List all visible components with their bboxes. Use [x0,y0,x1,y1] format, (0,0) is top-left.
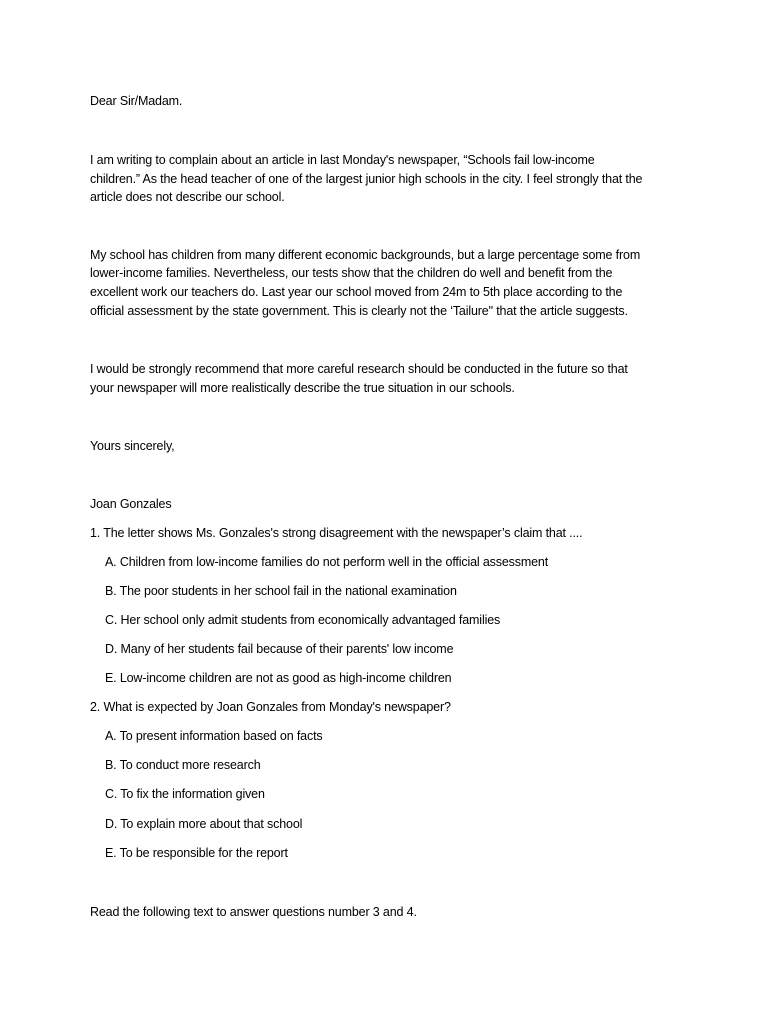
paragraph-2-line-1: My school has children from many different economic backgrounds, but a large percentage some from [90,248,641,262]
paragraph-1-line-2: children.” As the head teacher of one of the largest junior high schools in the city. I feel strongly that the [90,172,643,186]
question-2-option-a: A. To present information based on facts [105,729,323,743]
paragraph-2-line-2: lower-income families. Nevertheless, our tests show that the children do well and benefit from the [90,266,613,280]
letter-salutation: Dear Sir/Madam. [90,94,183,108]
question-2-option-d: D. To explain more about that school [105,817,303,831]
question-1-option-c: C. Her school only admit students from economically advantaged families [105,613,501,627]
question-1-option-b: B. The poor students in her school fail in the national examination [105,584,457,598]
paragraph-1-line-1: I am writing to complain about an article in last Monday's newspaper, “Schools fail low-income [90,153,595,167]
question-1-option-a: A. Children from low-income families do not perform well in the official assessment [105,555,549,569]
question-2-option-b: B. To conduct more research [105,758,261,772]
instruction-text: Read the following text to answer questions number 3 and 4. [90,905,417,919]
question-1-stem: 1. The letter shows Ms. Gonzales's strong disagreement with the newspaper’s claim that .... [90,526,583,540]
paragraph-1-line-3: article does not describe our school. [90,190,285,204]
question-2-stem: 2. What is expected by Joan Gonzales from Monday's newspaper? [90,700,451,714]
question-2-option-e: E. To be responsible for the report [105,846,288,860]
letter-signature: Joan Gonzales [90,497,172,511]
paragraph-3-line-2: your newspaper will more realistically describe the true situation in our schools. [90,381,515,395]
paragraph-3-line-1: I would be strongly recommend that more careful research should be conducted in the future so that [90,362,628,376]
paragraph-2-line-4: official assessment by the state government. This is clearly not the ‘Tailure" that the article suggests. [90,304,628,318]
question-2-option-c: C. To fix the information given [105,787,265,801]
question-1-option-e: E. Low-income children are not as good as high-income children [105,671,452,685]
paragraph-2-line-3: excellent work our teachers do. Last year our school moved from 24m to 5th place according to the [90,285,623,299]
question-1-option-d: D. Many of her students fail because of their parents' low income [105,642,454,656]
letter-closing: Yours sincerely, [90,439,175,453]
